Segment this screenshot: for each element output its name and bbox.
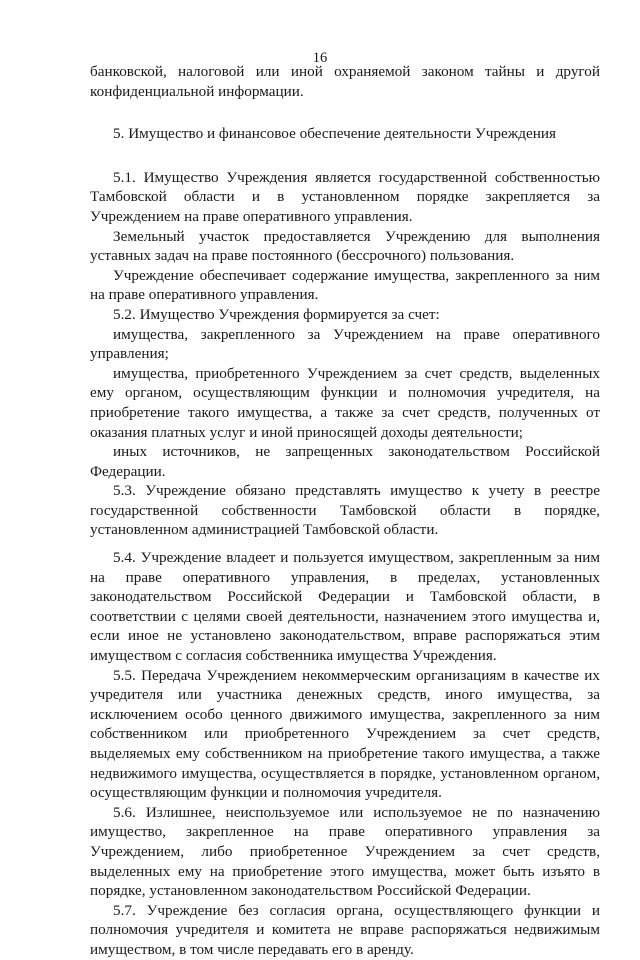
paragraph-5-3: 5.3. Учреждение обязано представлять имущество к учету в реестре государственной собственности Тамбовской области в порядке, установленном администрацией Тамбовской области. xyxy=(90,482,600,539)
paragraph-maintenance: Учреждение обеспечивает содержание имущества, закрепленного за ним на праве оперативного управления. xyxy=(90,266,600,304)
paragraph-5-6: 5.6. Излишнее, неиспользуемое или используемое не по назначению имущество, закрепленное на праве оперативного управления за Учреждением, либо приобретенное Учреждением за счет средств, выделенных ему на приобретение этого имущества, может быть изъято в порядке, установленном законодательством Российской Федерации. xyxy=(90,803,600,900)
paragraph-5-1: 5.1. Имущество Учреждения является государственной собственностью Тамбовской области и в установленном порядке закрепляется за Учреждением на праве оперативного управления. xyxy=(90,168,600,225)
paragraph-5-7: 5.7. Учреждение без согласия органа, осуществляющего функции и полномочия учредителя и комитета не вправе распоряжаться недвижимым имуществом, в том числе передавать его в аренду. xyxy=(90,901,600,958)
paragraph-5-2: 5.2. Имущество Учреждения формируется за счет: xyxy=(113,305,440,323)
list-item-acquired: имущества, приобретенного Учреждением за счет средств, выделенных ему органом, осуществляющим функции и полномочия учредителя, на приобретение такого имущества, а также за счет средств, полученных от оказания платных услуг и иной приносящей доходы деятельности; xyxy=(90,364,600,441)
list-item-other-sources: иных источников, не запрещенных законодательством Российской Федерации. xyxy=(90,443,600,480)
intro-paragraph: банковской, налоговой или иной охраняемой законом тайны и другой конфиденциальной информации. xyxy=(90,63,600,100)
list-item-operational: имущества, закрепленного за Учреждением на праве оперативного управления; xyxy=(90,325,600,363)
paragraph-5-5: 5.5. Передача Учреждением некоммерческим организациям в качестве их учредителя или участника денежных средств, иного имущества, за исключением особо ценного движимого имущества, закрепленного за ним собственником или приобретенного Учреждением за счет средств, выделяемых ему собственником на приобретение такого имущества, а также недвижимого имущества, осуществляется в порядке, установленном органом, осуществляющим функции и полномочия учредителя. xyxy=(90,666,600,802)
paragraph-land-plot: Земельный участок предоставляется Учреждению для выполнения уставных задач на праве постоянного (бессрочного) пользования. xyxy=(90,227,600,265)
paragraph-5-4: 5.4. Учреждение владеет и пользуется имуществом, закрепленным за ним на праве оперативного управления, в пределах, установленных законодательством Российской Федерации и Тамбовской области, в соответствии с целями своей деятельности, назначением этого имущества и, если иное не установлено законодательством, вправе распоряжаться этим имуществом с согласия собственника имущества Учреждения. xyxy=(90,549,600,665)
document-body xyxy=(90,62,600,960)
spacer xyxy=(90,540,600,548)
section-heading: 5. Имущество и финансовое обеспечение деятельности Учреждения xyxy=(113,125,556,143)
page-number: 16 xyxy=(312,50,328,66)
